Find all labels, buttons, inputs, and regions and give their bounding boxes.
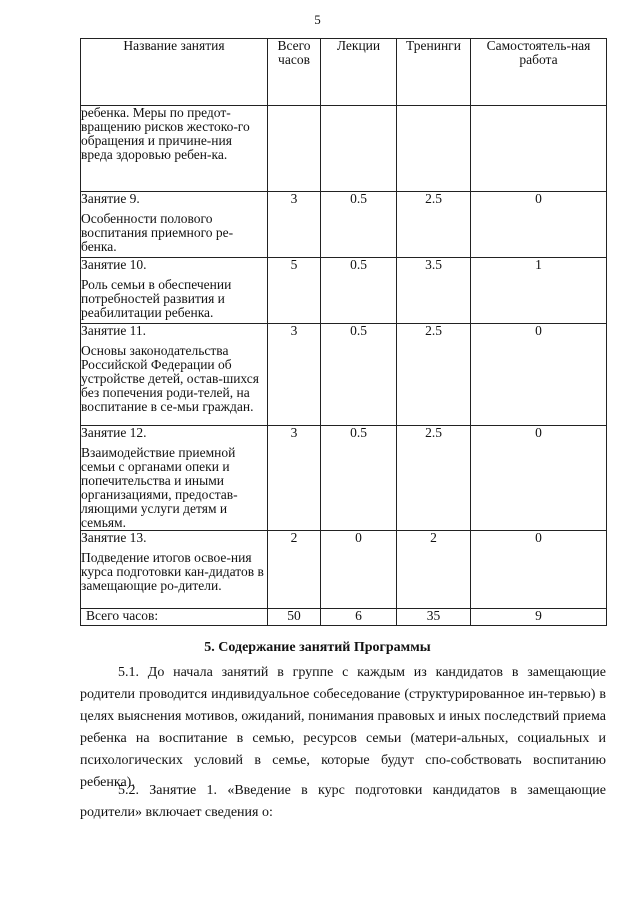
total-hours-cell: 3 bbox=[268, 426, 321, 531]
lesson-description: Основы законодательства Российской Федерации об устройстве детей, остав-шихся без попечения роди-телей, на воспитание в се-мьи граждан. bbox=[81, 343, 259, 414]
lesson-name: Занятие 10. bbox=[81, 257, 147, 272]
total-hours-cell: 3 bbox=[268, 192, 321, 258]
lesson-cell bbox=[81, 531, 268, 609]
header-lesson-name: Название занятия bbox=[81, 39, 268, 106]
lectures-cell: 0.5 bbox=[321, 324, 397, 426]
lesson-name: Занятие 12. bbox=[81, 425, 147, 440]
page-number: 5 bbox=[314, 12, 321, 27]
header-trainings: Тренинги bbox=[397, 39, 471, 106]
self-study-cell bbox=[471, 106, 607, 192]
program-schedule-table bbox=[80, 38, 607, 626]
lesson-name: Занятие 11. bbox=[81, 323, 147, 338]
trainings-cell: 2.5 bbox=[397, 324, 471, 426]
total-hours-sum: 50 bbox=[268, 609, 321, 626]
lesson-cell bbox=[81, 426, 268, 531]
lectures-cell: 0 bbox=[321, 531, 397, 609]
table-row bbox=[81, 531, 607, 609]
lectures-cell: 0.5 bbox=[321, 192, 397, 258]
lesson-description: Роль семьи в обеспечении потребностей развития и реабилитации ребенка. bbox=[81, 277, 232, 320]
lesson-description: Подведение итогов освое-ния курса подготовки кан-дидатов в замещающие ро-дители. bbox=[81, 550, 264, 593]
header-lectures: Лекции bbox=[321, 39, 397, 106]
total-hours-cell: 2 bbox=[268, 531, 321, 609]
self-study-sum: 9 bbox=[471, 609, 607, 626]
lesson-name: Занятие 13. bbox=[81, 530, 147, 545]
total-hours-cell: 3 bbox=[268, 324, 321, 426]
lesson-cell bbox=[81, 324, 268, 426]
table-header-row bbox=[81, 39, 607, 106]
trainings-cell: 2.5 bbox=[397, 192, 471, 258]
section-heading: 5. Содержание занятий Программы bbox=[204, 640, 431, 655]
total-label: Всего часов: bbox=[81, 609, 268, 626]
lesson-name: Занятие 9. bbox=[81, 191, 140, 206]
self-study-cell: 0 bbox=[471, 426, 607, 531]
lectures-sum: 6 bbox=[321, 609, 397, 626]
table-row bbox=[81, 426, 607, 531]
table-row bbox=[81, 324, 607, 426]
trainings-cell: 2.5 bbox=[397, 426, 471, 531]
lesson-description: ребенка. Меры по предот-вращению рисков жестоко-го обращения и причине-ния вреда здоровью ребен-ка. bbox=[81, 105, 250, 162]
lectures-cell: 0.5 bbox=[321, 258, 397, 324]
trainings-cell: 3.5 bbox=[397, 258, 471, 324]
total-hours-cell bbox=[268, 106, 321, 192]
self-study-cell: 0 bbox=[471, 531, 607, 609]
self-study-cell: 0 bbox=[471, 324, 607, 426]
lesson-cell bbox=[81, 192, 268, 258]
trainings-cell: 2 bbox=[397, 531, 471, 609]
lectures-cell: 0.5 bbox=[321, 426, 397, 531]
table-row bbox=[81, 192, 607, 258]
lectures-cell bbox=[321, 106, 397, 192]
header-total-hours: Всего часов bbox=[268, 39, 321, 106]
table-row bbox=[81, 106, 607, 192]
table-row bbox=[81, 258, 607, 324]
self-study-cell: 0 bbox=[471, 192, 607, 258]
lesson-cell bbox=[81, 106, 268, 192]
self-study-cell: 1 bbox=[471, 258, 607, 324]
total-row bbox=[81, 609, 607, 626]
paragraph: 5.1. До начала занятий в группе с каждым из кандидатов в замещающие родители проводится индивидуальное собеседование (структурированное ин-тервью) в целях выяснения мотивов, ожиданий, понимания правовых и иных последствий приема ребенка на воспитание в семью, ресурсов семьи (матери-альных, социальных и психологических условий в семье, которые будут спо-собствовать воспитанию ребенка). bbox=[80, 665, 606, 790]
total-hours-cell: 5 bbox=[268, 258, 321, 324]
lesson-description: Особенности полового воспитания приемного ре-бенка. bbox=[81, 211, 234, 254]
lesson-description: Взаимодействие приемной семьи с органами опеки и попечительства и иными организациями, предостав-ляющими услуги детям и семьям. bbox=[81, 445, 238, 530]
trainings-sum: 35 bbox=[397, 609, 471, 626]
paragraph: 5.2. Занятие 1. «Введение в курс подготовки кандидатов в замещающие родители» включает сведения о: bbox=[80, 783, 606, 820]
trainings-cell bbox=[397, 106, 471, 192]
header-self-study: Самостоятель-ная работа bbox=[471, 39, 607, 106]
lesson-cell bbox=[81, 258, 268, 324]
